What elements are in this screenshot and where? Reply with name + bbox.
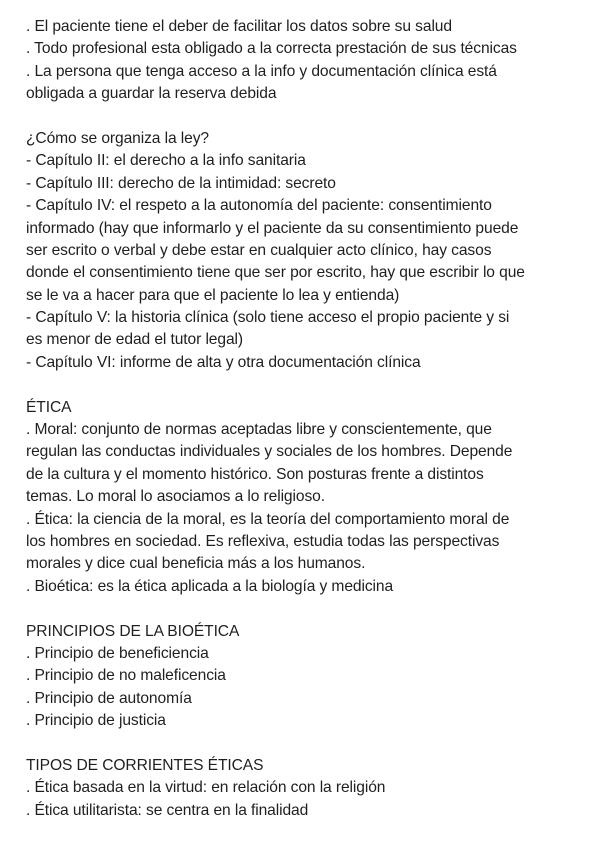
spacer (26, 374, 600, 396)
ley-line: donde el consentimiento tiene que ser por escrito, hay que escribir lo que (26, 264, 525, 282)
principios-line: . Principio de no maleficencia (26, 667, 226, 685)
corrientes-section (26, 755, 600, 822)
corrientes-heading: TIPOS DE CORRIENTES ÉTICAS (26, 756, 264, 774)
corrientes-line: . Ética utilitarista: se centra en la finalidad (26, 801, 309, 819)
etica-line: temas. Lo moral lo asociamos a lo religioso. (26, 488, 325, 506)
etica-line: regulan las conductas individuales y sociales de los hombres. Depende (26, 443, 513, 461)
ley-line: se le va a hacer para que el paciente lo lea y entienda) (26, 286, 400, 304)
ley-line: - Capítulo III: derecho de la intimidad: secreto (26, 174, 336, 192)
ley-line: - Capítulo VI: informe de alta y otra documentación clínica (26, 353, 421, 371)
etica-line: . Bioética: es la ética aplicada a la biología y medicina (26, 577, 394, 595)
spacer (26, 106, 600, 128)
etica-line: . Moral: conjunto de normas aceptadas libre y conscientemente, que (26, 421, 492, 439)
etica-section (26, 397, 600, 599)
ley-line: - Capítulo IV: el respeto a la autonomía del paciente: consentimiento (26, 197, 492, 215)
principios-line: . Principio de autonomía (26, 689, 192, 707)
etica-line: de la cultura y el momento histórico. Son posturas frente a distintos (26, 465, 484, 483)
spacer (26, 598, 600, 620)
intro-line: . La persona que tenga acceso a la info y documentación clínica está (26, 62, 497, 80)
ley-line: - Capítulo II: el derecho a la info sanitaria (26, 152, 306, 170)
ley-line: informado (hay que informarlo y el paciente da su consentimiento puede (26, 219, 519, 237)
intro-line: obligada a guardar la reserva debida (26, 85, 277, 103)
ley-line: - Capítulo V: la historia clínica (solo tiene acceso el propio paciente y si (26, 309, 510, 327)
corrientes-line: . Ética basada en la virtud: en relación con la religión (26, 779, 386, 797)
intro-line: . Todo profesional esta obligado a la correcta prestación de sus técnicas (26, 40, 517, 58)
etica-line: los hombres en sociedad. Es reflexiva, estudia todas las perspectivas (26, 532, 500, 550)
ley-line: es menor de edad el tutor legal) (26, 331, 243, 349)
etica-heading: ÉTICA (26, 398, 72, 416)
principios-line: . Principio de justicia (26, 712, 166, 730)
etica-line: . Ética: la ciencia de la moral, es la teoría del comportamiento moral de (26, 510, 510, 528)
principios-line: . Principio de beneficiencia (26, 644, 209, 662)
ley-line: ser escrito o verbal y debe estar en cualquier acto clínico, hay casos (26, 241, 492, 259)
principios-heading: PRINCIPIOS DE LA BIOÉTICA (26, 622, 240, 640)
principios-section (26, 621, 600, 733)
etica-line: morales y dice cual beneficia más a los humanos. (26, 555, 366, 573)
ley-heading: ¿Cómo se organiza la ley? (26, 129, 209, 147)
intro-line: . El paciente tiene el deber de facilitar los datos sobre su salud (26, 18, 452, 35)
spacer (26, 733, 600, 755)
intro-section (26, 16, 600, 106)
ley-section (26, 128, 600, 374)
